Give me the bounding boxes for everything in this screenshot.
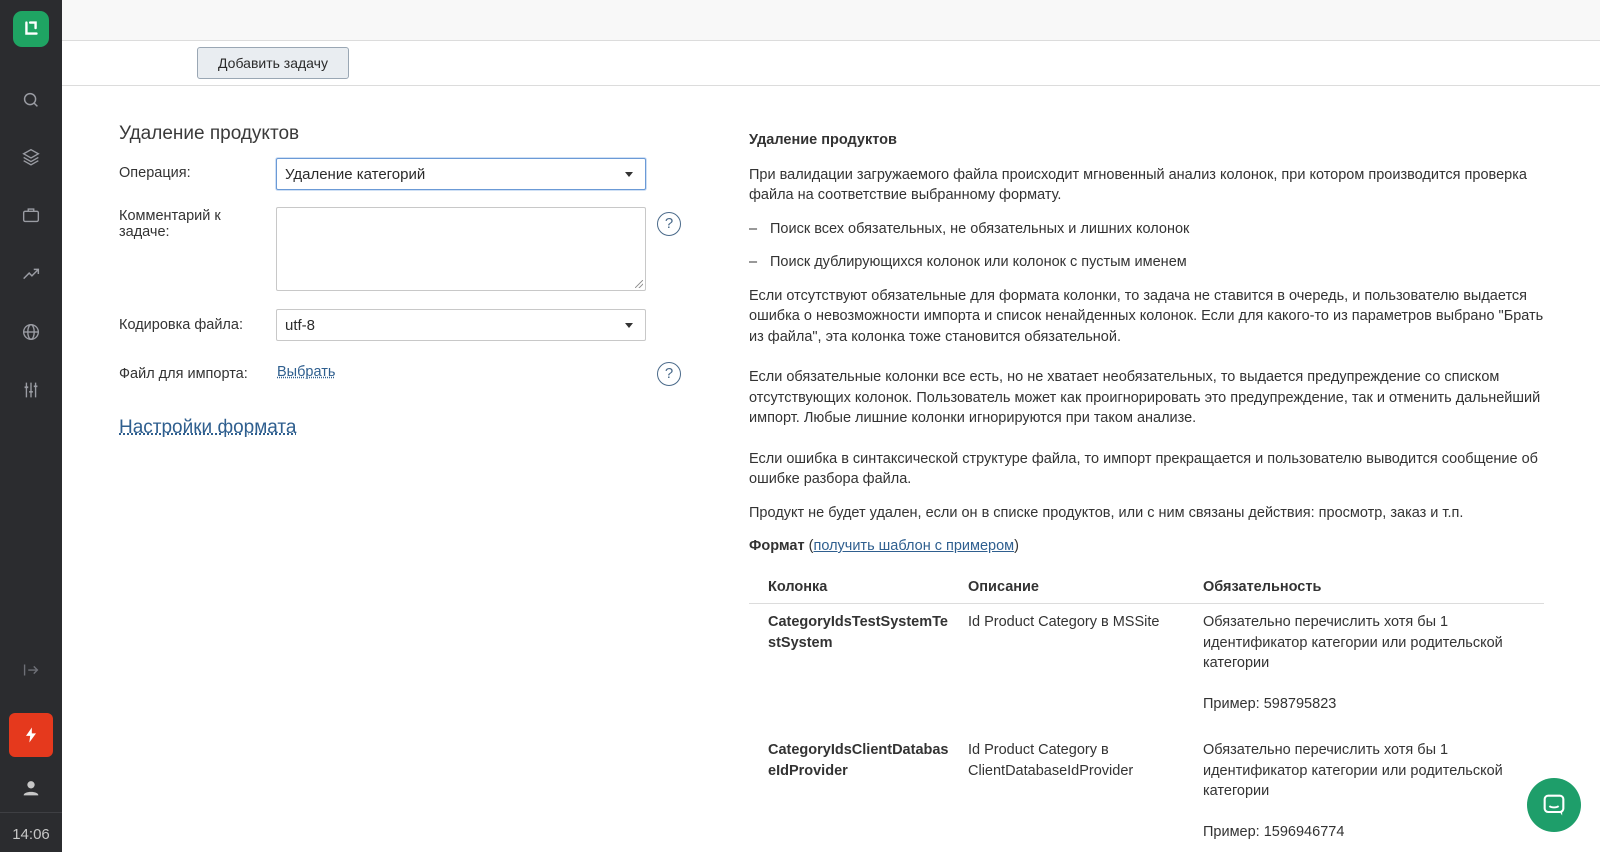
encoding-label: Кодировка файла:: [119, 317, 243, 333]
table-header-cell: Обязательность: [1184, 571, 1544, 604]
comment-label: Комментарий к задаче:: [119, 208, 221, 240]
resize-grip-icon[interactable]: [635, 280, 643, 288]
operation-select-value: Удаление категорий: [285, 165, 426, 183]
info-paragraph: Продукт не будет удален, если он в списке продуктов, или с ним связаны действия: просмотр, заказ и т.п.: [749, 504, 1464, 521]
format-line: [749, 536, 1549, 557]
table-header-cell: Описание: [949, 571, 1184, 604]
sliders-icon[interactable]: [19, 378, 43, 402]
table-row: [749, 604, 1544, 733]
info-paragraph: Если отсутствуют обязательные для формата колонки, то задача не ставится в очередь, и пользователю выдается ошибка о невозможности импорта и список ненайденных колонок. Если для какого-то из параметров выбрано "Брать из файла", эта колонка тоже становится обязательной.: [749, 287, 1544, 345]
bolt-icon[interactable]: [9, 713, 53, 757]
format-settings-link[interactable]: Настройки формата: [119, 417, 297, 438]
format-table: [749, 571, 1544, 852]
globe-icon[interactable]: [19, 320, 43, 344]
bullet-text: Поиск дублирующихся колонок или колонок с пустым именем: [770, 254, 1187, 270]
column-name-cell: CategoryIdsClientDatabaseIdProvider: [768, 742, 949, 779]
table-header-cell: Колонка: [749, 571, 949, 604]
bullet-dash: –: [749, 220, 758, 237]
example-text: Пример: 1596946774: [1203, 823, 1345, 840]
encoding-select-value: utf-8: [285, 316, 316, 334]
clock: 14:06: [12, 826, 50, 843]
collapse-icon[interactable]: [19, 658, 43, 682]
info-paragraph: Если обязательные колонки все есть, но не хватает необязательных, то выдается предупреждение со списком отсутствующих колонок. Пользователь может как проигнорировать это предупреждение, так и отменить дальнейший импорт. Любые лишние колонки игнорируются при таком анализе.: [749, 369, 1541, 426]
form-title: Удаление продуктов: [119, 123, 300, 144]
info-paragraph: Если ошибка в синтаксической структуре файла, то импорт прекращается и пользователю выводится сообщение об ошибке разбора файла.: [749, 450, 1538, 487]
layers-icon[interactable]: [19, 145, 43, 169]
format-label: Формат: [749, 538, 805, 554]
bullet-dash: –: [749, 254, 758, 270]
chat-icon[interactable]: [1527, 778, 1581, 832]
info-panel: [749, 130, 1549, 852]
help-icon[interactable]: ?: [657, 212, 681, 236]
top-bar: [62, 0, 1600, 41]
template-link[interactable]: получить шаблон с примером: [813, 538, 1015, 554]
description-cell: Id Product Category в ClientDatabaseIdProvider: [968, 742, 1134, 779]
table-header-row: [749, 571, 1544, 604]
user-icon[interactable]: [19, 776, 43, 800]
format-paren-close: ): [1014, 538, 1019, 554]
example-text: Пример: 598795823: [1203, 695, 1337, 712]
search-icon[interactable]: [19, 88, 43, 112]
info-title: Удаление продуктов: [749, 132, 897, 148]
sidebar-divider: [0, 812, 62, 813]
chevron-down-icon: [625, 172, 633, 177]
file-label: Файл для импорта:: [119, 366, 248, 382]
column-name-cell: CategoryIdsTestSystemTestSystem: [768, 614, 948, 651]
briefcase-icon[interactable]: [19, 203, 43, 227]
comment-textarea[interactable]: [276, 207, 646, 291]
chevron-down-icon: [625, 323, 633, 328]
info-paragraph: При валидации загружаемого файла происходит мгновенный анализ колонок, при котором производится проверка файла на соответствие выбранному формату.: [749, 166, 1527, 203]
operation-label: Операция:: [119, 165, 191, 181]
choose-file-link[interactable]: Выбрать: [277, 364, 336, 380]
encoding-select[interactable]: [276, 309, 646, 341]
required-text: Обязательно перечислить хотя бы 1 идентификатор категории или родительской категории: [1203, 742, 1503, 799]
description-cell: Id Product Category в MSSite: [968, 614, 1160, 630]
list-item: [749, 219, 1549, 240]
sidebar: [0, 0, 62, 852]
add-task-button[interactable]: Добавить задачу: [197, 47, 349, 79]
required-cell: [1184, 604, 1544, 733]
toolbar: [62, 41, 1600, 86]
operation-select[interactable]: [276, 158, 646, 190]
logo-icon[interactable]: [13, 11, 49, 47]
table-row: [749, 732, 1544, 852]
bullet-text: Поиск всех обязательных, не обязательных и лишних колонок: [770, 220, 1190, 237]
help-icon[interactable]: ?: [657, 362, 681, 386]
list-item: [749, 252, 1549, 273]
required-text: Обязательно перечислить хотя бы 1 идентификатор категории или родительской категории: [1203, 614, 1503, 671]
required-cell: [1184, 732, 1544, 852]
trend-icon[interactable]: [19, 262, 43, 286]
format-paren-open: (: [804, 538, 814, 554]
